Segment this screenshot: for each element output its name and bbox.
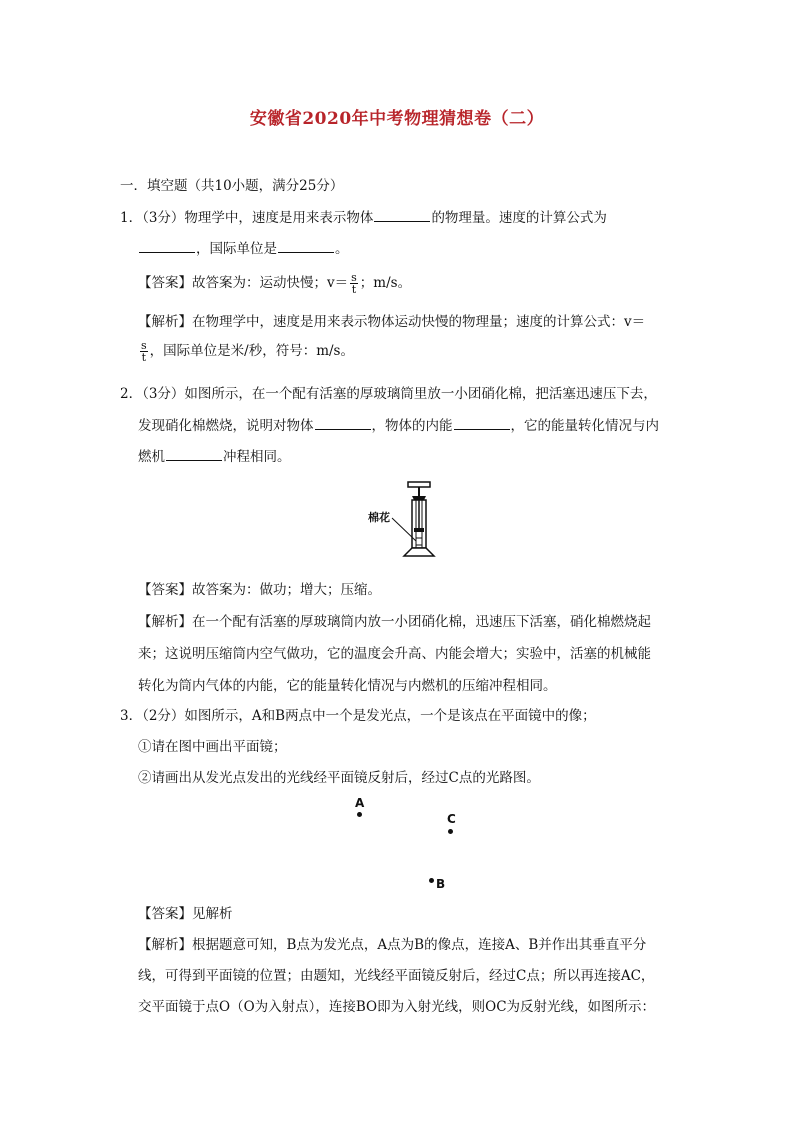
q2-line1: 2．（3分）如图所示，在一个配有活塞的厚玻璃筒里放一小团硝化棉，把活塞迅速压下去，: [120, 386, 657, 402]
point-b-dot: [429, 878, 434, 883]
q2-line2: 发现硝化棉燃烧，说明对物体 ，物体的内能 ，它的能量转化情况与内: [138, 415, 659, 436]
answer-blank: [315, 415, 371, 430]
figure-label: 棉花: [368, 511, 390, 524]
answer-blank: [374, 207, 430, 222]
fraction: $\frac{s}{t}$: [351, 271, 357, 296]
answer-blank: [454, 415, 510, 430]
q3-item1: ①请在图中画出平面镜；: [138, 739, 287, 755]
q1-analysis-line1: 【解析】在物理学中，速度是用来表示物体运动快慢的物理量；速度的计算公式：v＝: [138, 314, 646, 330]
q2-analysis-line1: 【解析】在一个配有活塞的厚玻璃筒内放一小团硝化棉，迅速压下活塞，硝化棉燃烧起: [138, 614, 651, 630]
q3-analysis-line2: 线，可得到平面镜的位置；由题知，光线经平面镜反射后，经过C点；所以再连接AC，: [138, 968, 655, 984]
point-a-label: A: [355, 796, 365, 810]
q1-line1: 1．（3分）物理学中，速度是用来表示物体 的物理量。速度的计算公式为: [120, 207, 607, 228]
q3-analysis-line1: 【解析】根据题意可知，B点为发光点，A点为B的像点，连接A、B并作出其垂直平分: [138, 937, 647, 953]
fraction: $\frac{s}{t}$: [141, 339, 147, 364]
q1-answer: 【答案】故答案为：运动快慢；v＝ $\frac{s}{t}$ ；m/s。: [138, 271, 412, 296]
answer-blank: [278, 238, 334, 253]
q2-line3: 燃机 冲程相同。: [138, 446, 291, 467]
page-title: 安徽省2020年中考物理猜想卷（二）: [249, 109, 545, 129]
answer-blank: [166, 446, 222, 461]
point-a-dot: [357, 812, 362, 817]
section-heading: 一．填空题（共10小题，满分25分）: [120, 178, 344, 194]
point-c-dot: [448, 829, 453, 834]
q1-analysis-line2: $\frac{s}{t}$ ，国际单位是米/秒，符号：m/s。: [141, 339, 354, 364]
q3-line1: 3．（2分）如图所示，A和B两点中一个是发光点，一个是该点在平面镜中的像；: [120, 708, 596, 724]
cylinder-figure: [362, 478, 442, 562]
answer-blank: [139, 238, 195, 253]
q3-answer: 【答案】见解析: [138, 906, 233, 922]
point-b-label: B: [436, 877, 446, 891]
q2-analysis-line2: 来；这说明压缩筒内空气做功，它的温度会升高、内能会增大；实验中，活塞的机械能: [138, 646, 651, 662]
q3-analysis-line3: 交平面镜于点O（O为入射点），连接BO即为入射光线，则OC为反射光线，如图所示：: [138, 999, 656, 1015]
q3-item2: ②请画出从发光点发出的光线经平面镜反射后，经过C点的光路图。: [138, 770, 540, 786]
q1-line2: ，国际单位是 。: [138, 238, 349, 259]
q2-answer: 【答案】故答案为：做功；增大；压缩。: [138, 582, 381, 598]
point-c-label: C: [447, 812, 456, 826]
points-figure: [340, 795, 460, 895]
q2-analysis-line3: 转化为筒内气体的内能，它的能量转化情况与内燃机的压缩冲程相同。: [138, 678, 557, 694]
